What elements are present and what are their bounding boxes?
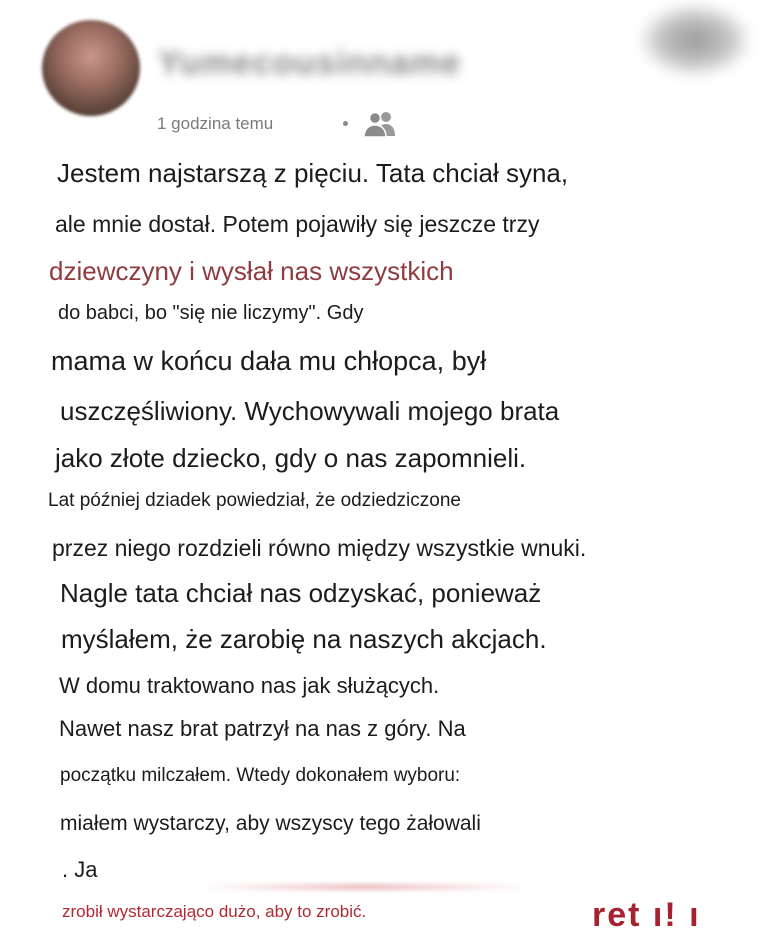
post-text-line: W domu traktowano nas jak służących. <box>59 673 440 698</box>
author-name[interactable]: Yumecousinname <box>158 44 462 82</box>
post-text-line: Nawet nasz brat patrzył na nas z góry. Na <box>59 716 466 741</box>
avatar[interactable] <box>42 20 140 116</box>
post-text-line: miałem wystarczy, aby wszyscy tego żałowali <box>60 812 481 835</box>
bleed-through-stroke <box>200 884 530 890</box>
post-text-line: przez niego rozdzieli równo między wszystkie wnuki. <box>52 535 587 561</box>
post-text-line: Jestem najstarszą z pięciu. Tata chciał syna, <box>57 158 569 188</box>
post-text-line: mama w końcu dała mu chłopca, był <box>51 346 487 376</box>
post-text-line: . Ja <box>62 857 98 882</box>
blurred-corner-element <box>640 4 750 76</box>
post-text-line: Lat później dziadek powiedział, że odziedziczone <box>48 490 461 511</box>
post-text-line: ale mnie dostał. Potem pojawiły się jeszcze trzy <box>55 211 540 237</box>
friends-icon <box>362 108 398 138</box>
post-text-line: jako złote dziecko, gdy o nas zapomnieli. <box>55 443 527 473</box>
post-timestamp[interactable]: 1 godzina temu <box>157 114 274 133</box>
post-text-line: początku milczałem. Wtedy dokonałem wyboru: <box>60 765 461 786</box>
post-text-line: myślałem, że zarobię na naszych akcjach. <box>61 624 547 654</box>
bleed-through-text: ret ı! ı <box>592 896 701 934</box>
post-text-line: uszczęśliwiony. Wychowywali mojego brata <box>60 396 560 426</box>
post-text-line: Nagle tata chciał nas odzyskać, ponieważ <box>60 578 542 608</box>
post-text-line: do babci, bo "się nie liczymy". Gdy <box>58 302 364 324</box>
post-text-line: zrobił wystarczająco dużo, aby to zrobić. <box>62 902 367 921</box>
post-text-line: dziewczyny i wysłał nas wszystkich <box>49 256 454 286</box>
separator-dot <box>343 121 348 126</box>
